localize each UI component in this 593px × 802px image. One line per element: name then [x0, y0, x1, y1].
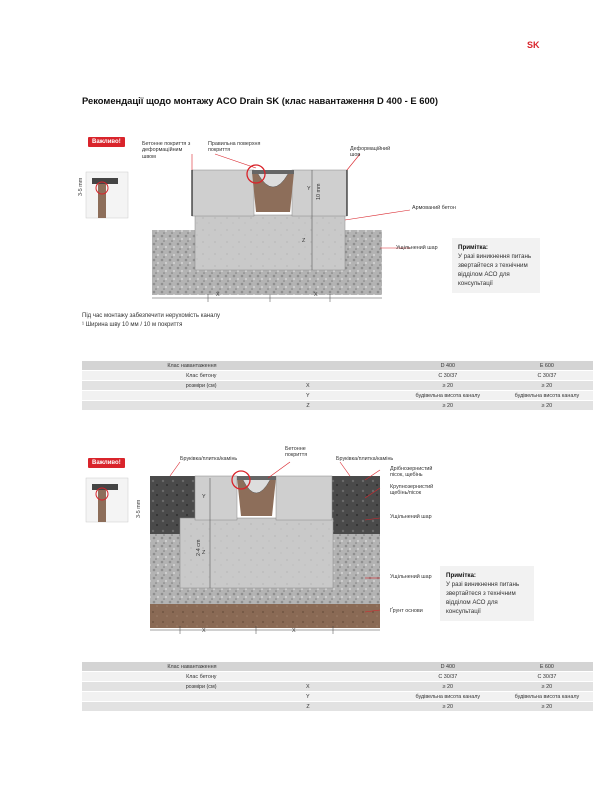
- note-text: У разі виникнення питань звертайтеся з технічним відділом АСО для консультації: [446, 581, 520, 615]
- label-concrete-joint: Бетонне покриття з деформаційним швом: [142, 141, 191, 160]
- label-expansion: Ущільнений шар: [396, 245, 438, 251]
- table-cell: будівельна висота каналу: [501, 692, 593, 702]
- dim-y: Y: [307, 186, 311, 192]
- table-cell: будівельна висота каналу: [395, 692, 501, 702]
- table-cell: [219, 361, 312, 371]
- table-row: [82, 672, 593, 682]
- table-spacer: [312, 672, 395, 682]
- table-cell: Z: [219, 401, 312, 411]
- table-cell: будівельна висота каналу: [501, 391, 593, 401]
- dim-x-right: X: [292, 628, 296, 634]
- table-cell: E 600: [501, 361, 593, 371]
- note-box-2: [440, 566, 534, 621]
- dim-x-left: X: [202, 628, 206, 634]
- note-box-1: [452, 238, 540, 293]
- dim-z: Z: [202, 550, 206, 556]
- label-pavers-left: Бруківка/плитка/камінь: [180, 456, 238, 462]
- table-spacer: [312, 381, 395, 391]
- table-spacer: [312, 702, 395, 712]
- table-cell: Клас бетону: [82, 371, 219, 381]
- table-spacer: [312, 682, 395, 692]
- table-cell: ≥ 20: [395, 401, 501, 411]
- label-concrete-cover: Бетонне покриття: [285, 446, 308, 459]
- surface-slab-left: [192, 170, 254, 216]
- table-cell: Клас навантаження: [82, 662, 219, 672]
- note-text: У разі виникнення питань звертайтеся з технічним відділом АСО для консультації: [458, 253, 532, 287]
- table-spacer: [312, 391, 395, 401]
- dim-x-left: X: [216, 292, 220, 298]
- table-cell: [82, 391, 219, 401]
- table-cell: ≥ 20: [395, 682, 501, 692]
- important-badge: Важливо!: [88, 458, 125, 468]
- note-title: Примітка:: [446, 572, 476, 579]
- table-cell: [219, 672, 312, 682]
- table-row: [82, 692, 593, 702]
- table-header-row: [82, 662, 593, 672]
- table-cell: D 400: [395, 361, 501, 371]
- table-row: [82, 391, 593, 401]
- section-tag: SK: [527, 40, 540, 50]
- label-seal-2: Ущільнений шар: [390, 574, 432, 580]
- table-cell: Y: [219, 692, 312, 702]
- table-cell: розміри (см): [82, 381, 219, 391]
- table-spacer: [312, 692, 395, 702]
- table-cell: ≥ 20: [501, 702, 593, 712]
- table-cell: [219, 662, 312, 672]
- dim-cover: 2-4 cm: [196, 539, 202, 556]
- dim-x-right: X: [314, 292, 318, 298]
- table-header-row: [82, 361, 593, 371]
- table-cell: D 400: [395, 662, 501, 672]
- footnote: Під час монтажу забезпечити нерухомість каналу: [82, 313, 220, 319]
- table-cell: ≥ 20: [395, 702, 501, 712]
- table-cell: Z: [219, 702, 312, 712]
- table-cell: [82, 692, 219, 702]
- table-cell: розміри (см): [82, 682, 219, 692]
- table-cell: C 30/37: [501, 672, 593, 682]
- spec-table-1: [82, 361, 593, 411]
- table-cell: ≥ 20: [501, 682, 593, 692]
- table-cell: ≥ 20: [501, 401, 593, 411]
- spec-table-2: [82, 662, 593, 712]
- table-cell: [219, 371, 312, 381]
- label-ground: Ґрунт основи: [390, 608, 423, 614]
- table-spacer: [312, 401, 395, 411]
- concrete-bed: [195, 215, 345, 270]
- table-cell: [82, 401, 219, 411]
- table-cell: X: [219, 381, 312, 391]
- table-spacer: [312, 371, 395, 381]
- note-title: Примітка:: [458, 244, 488, 251]
- label-deform-seam: Деформаційний шов: [350, 146, 391, 159]
- table-row: [82, 371, 593, 381]
- dim-side: 3-5 mm: [136, 499, 142, 518]
- table-cell: E 600: [501, 662, 593, 672]
- table-cell: [82, 702, 219, 712]
- table-cell: Клас бетону: [82, 672, 219, 682]
- table-spacer: [312, 361, 395, 371]
- dim-z: Z: [302, 238, 306, 244]
- table-cell: X: [219, 682, 312, 692]
- label-pavers-coarse: Дрібнозернистий пісок, щебінь: [390, 466, 433, 479]
- table-row: [82, 381, 593, 391]
- table-row: [82, 702, 593, 712]
- table-cell: C 30/37: [395, 672, 501, 682]
- table-cell: Y: [219, 391, 312, 401]
- paver-right: [332, 476, 380, 534]
- dim-side: 3-5 mm: [78, 177, 84, 196]
- table-cell: будівельна висота каналу: [395, 391, 501, 401]
- label-seal-1: Ущільнений шар: [390, 514, 432, 520]
- ground-soil: [150, 604, 380, 628]
- label-proper-surface: Правильна поверхня покриття: [208, 141, 261, 154]
- label-pavers-right: Бруківка/плитка/камінь: [336, 456, 394, 462]
- table-row: [82, 401, 593, 411]
- page-title: Рекомендації щодо монтажу ACO Drain SK (клас навантаження D 400 - E 600): [82, 95, 438, 106]
- table-cell: ≥ 20: [395, 381, 501, 391]
- table-cell: Клас навантаження: [82, 361, 219, 371]
- footnote: ¹ Ширина шву 10 мм / 10 м покриття: [82, 322, 183, 328]
- table-cell: ≥ 20: [501, 381, 593, 391]
- table-cell: C 30/37: [395, 371, 501, 381]
- label-reinforced: Армований бетон: [412, 205, 456, 211]
- table-spacer: [312, 662, 395, 672]
- dim-y: Y: [202, 494, 206, 500]
- table-row: [82, 682, 593, 692]
- label-sand-bed: Крупнозернистий щебінь/пісок: [390, 484, 434, 497]
- table-cell: C 30/37: [501, 371, 593, 381]
- important-badge: Важливо!: [88, 137, 125, 147]
- dim-cover: 10 mm: [316, 183, 322, 200]
